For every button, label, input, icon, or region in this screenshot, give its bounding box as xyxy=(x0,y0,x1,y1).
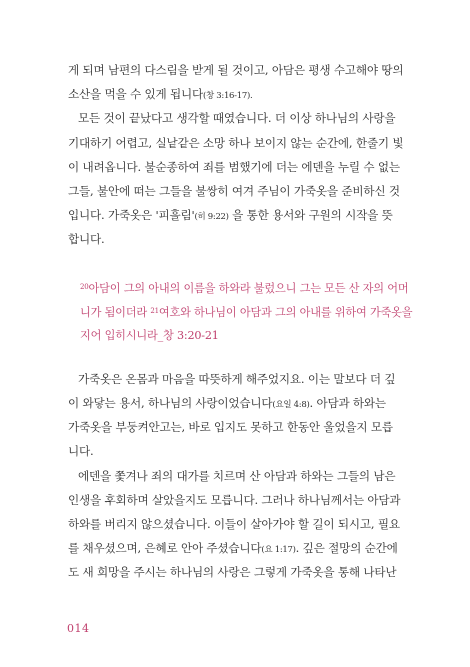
body-text: 입니다. 가죽옷은 '피흘림' xyxy=(68,208,195,222)
body-text: 를 채우셨으며, 은혜로 안아 주셨습니다 xyxy=(68,541,262,555)
body-text-line xyxy=(68,540,398,559)
quote-text: 여호와 하나님이 아담과 그의 아내를 위하여 가죽옷을 xyxy=(158,306,413,319)
body-text-line: 인생을 후회하며 살았을지도 모릅니다. 그러나 하나님께서는 아담과 xyxy=(68,493,401,507)
scripture-quote-line xyxy=(80,279,409,297)
scripture-quote-line xyxy=(80,303,413,321)
body-text-line: 기대하기 어렵고, 실낱같은 소망 하나 보이지 않는 순간에, 한줄기 빛 xyxy=(68,136,404,150)
body-text-line xyxy=(68,395,398,414)
scripture-reference: (히 9:22) xyxy=(194,212,229,222)
body-text-line: 가죽옷은 온몸과 마음을 따뜻하게 해주었지요. 이는 말보다 더 깊 xyxy=(78,372,396,386)
body-text-line xyxy=(68,86,398,105)
body-text: . 아담과 하와는 xyxy=(309,396,386,410)
scripture-reference: (요 1:17) xyxy=(261,545,296,555)
page-number: 014 xyxy=(67,622,90,635)
body-text: . 깊은 절망의 순간에 xyxy=(295,541,398,555)
scripture-reference: (창 3:16-17). xyxy=(202,91,253,101)
body-text-line: 도 새 희망을 주시는 하나님의 사랑은 그렇게 가죽옷을 통해 나타난 xyxy=(68,565,397,579)
body-text-line: 하와를 버리지 않으셨습니다. 이들이 살아가야 할 길이 되시고, 필요 xyxy=(68,517,400,531)
body-text-line: 에덴을 쫓겨나 죄의 대가를 치르며 산 아담과 하와는 그들의 남은 xyxy=(78,469,396,483)
body-text-line: 모든 것이 끝났다고 생각할 때였습니다. 더 이상 하나님의 사랑을 xyxy=(78,111,396,125)
scripture-reference: (요일 4:8) xyxy=(272,400,310,410)
verse-number: 21 xyxy=(150,307,159,315)
body-text-line: 합니다. xyxy=(68,232,105,246)
verse-number: 20 xyxy=(80,283,89,291)
body-text-line: 니다. xyxy=(68,444,94,458)
body-text: 이 와닿는 용서, 하나님의 사랑이었습니다 xyxy=(68,396,273,410)
quote-text: 니가 됨이더라 xyxy=(80,306,151,319)
scripture-quote-line: 지어 입히시니라_창 3:20-21 xyxy=(80,329,219,342)
body-text: 을 통한 용서와 구원의 시작을 뜻 xyxy=(232,208,393,222)
body-text-line: 이 내려옵니다. 불순종하여 죄를 범했기에 더는 에덴을 누릴 수 없는 xyxy=(68,160,400,174)
body-text-line: 게 되며 남편의 다스림을 받게 될 것이고, 아담은 평생 수고해야 땅의 xyxy=(68,63,404,77)
body-text: 소산을 먹을 수 있게 됩니다 xyxy=(68,87,203,101)
body-text-line: 가죽옷을 부둥켜안고는, 바로 입지도 못하고 한동안 울었을지 모릅 xyxy=(68,420,393,434)
body-text-line: 그들, 불안에 떠는 그들을 불쌍히 여겨 주님이 가죽옷을 준비하신 것 xyxy=(68,184,400,198)
quote-text: 아담이 그의 아내의 이름을 하와라 불렀으니 그는 모든 산 자의 어머 xyxy=(88,282,409,295)
body-text-line xyxy=(68,207,398,226)
